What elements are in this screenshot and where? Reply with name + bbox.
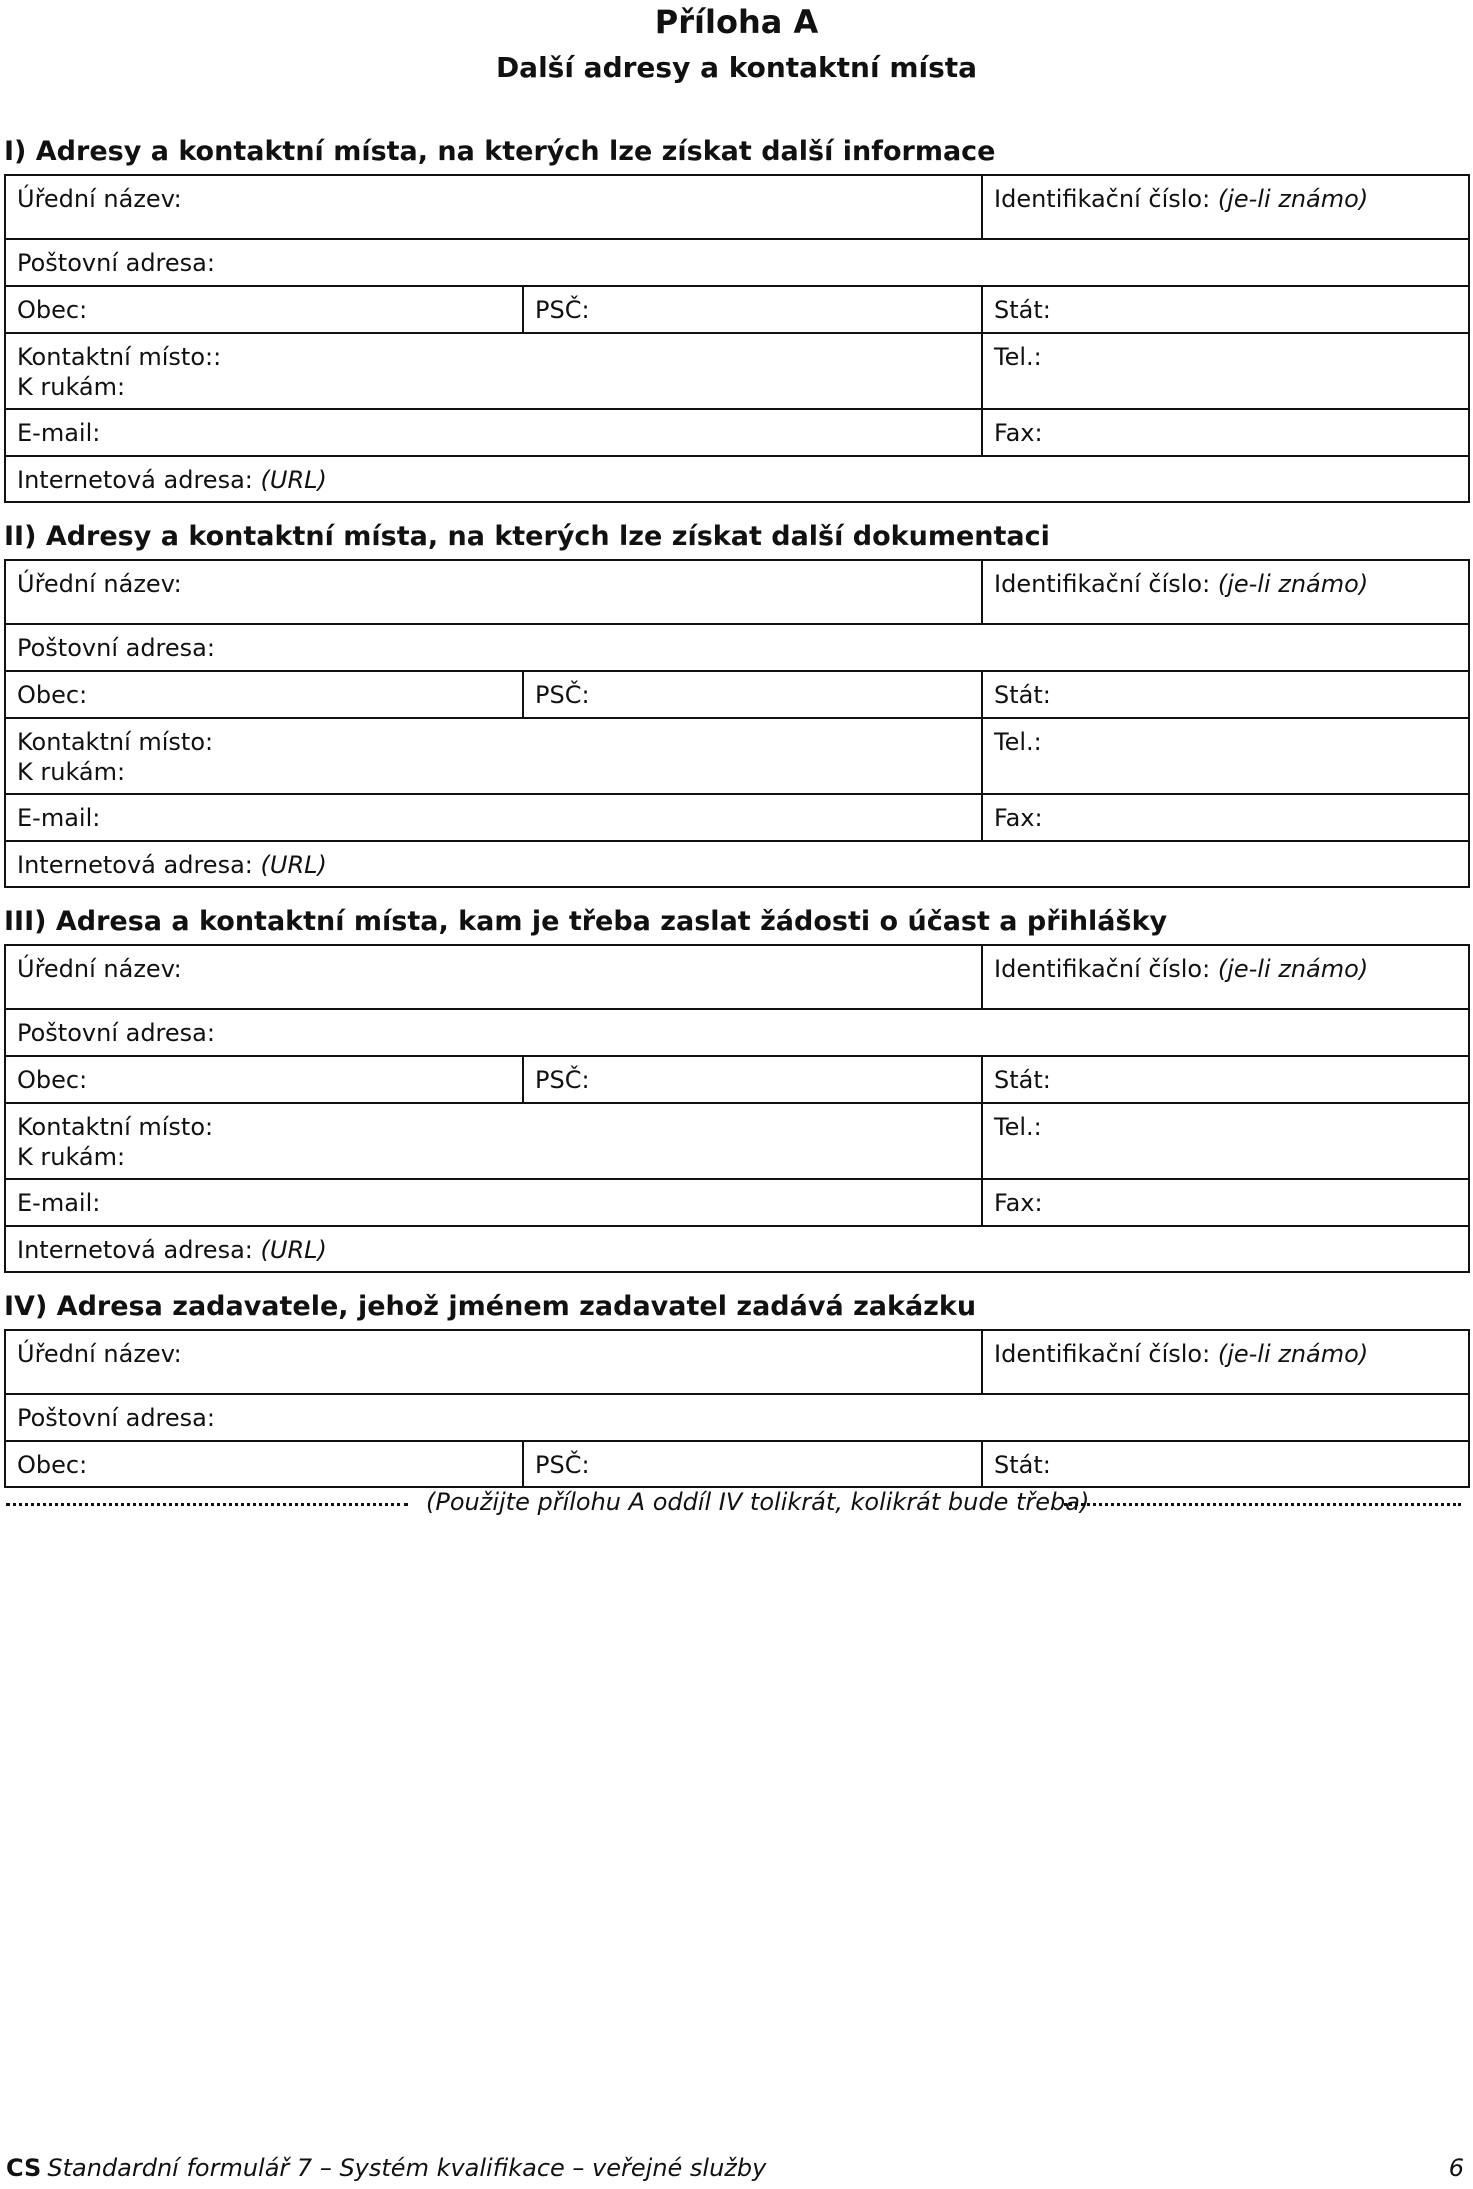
postcode-label: PSČ: xyxy=(535,296,590,324)
town-field[interactable] xyxy=(6,1442,522,1486)
contact-label: Kontaktní místo: xyxy=(17,728,214,756)
email-field[interactable] xyxy=(6,795,981,840)
footer-lang: CS xyxy=(6,2154,42,2182)
internet-field[interactable] xyxy=(6,457,1468,501)
official-name-label: Úřední název: xyxy=(17,570,182,598)
postal-address-field[interactable] xyxy=(6,1395,1468,1440)
url-hint: (URL) xyxy=(260,851,327,879)
fax-label: Fax: xyxy=(994,804,1043,832)
id-number-label: Identifikační číslo: xyxy=(994,185,1211,213)
contact-label: Kontaktní místo:: xyxy=(17,343,222,371)
internet-label: Internetová adresa: xyxy=(17,466,253,494)
id-hint: (je-li známo) xyxy=(1217,955,1369,983)
postal-address-label: Poštovní adresa: xyxy=(17,634,215,662)
town-label: Obec: xyxy=(17,1451,88,1479)
postcode-label: PSČ: xyxy=(535,681,590,709)
section-2-form xyxy=(4,559,1470,888)
postal-address-field[interactable] xyxy=(6,1010,1468,1055)
fax-field[interactable] xyxy=(981,795,1468,840)
page-title: Příloha A xyxy=(654,3,819,41)
postal-address-field[interactable] xyxy=(6,240,1468,285)
contact-field[interactable] xyxy=(6,719,981,793)
id-hint: (je-li známo) xyxy=(1217,1340,1369,1368)
internet-row xyxy=(6,1225,1468,1271)
email-row xyxy=(6,408,1468,455)
section-2-heading: II) Adresy a kontaktní místa, na kterých lze získat další dokumentaci xyxy=(4,521,1050,552)
email-label: E-mail: xyxy=(17,1189,101,1217)
attention-label: K rukám: xyxy=(17,373,126,401)
fax-field[interactable] xyxy=(981,1180,1468,1225)
postal-address-row xyxy=(6,1393,1468,1440)
postcode-label: PSČ: xyxy=(535,1066,590,1094)
internet-field[interactable] xyxy=(6,1227,1468,1271)
section-1-heading: I) Adresy a kontaktní místa, na kterých lze získat další informace xyxy=(4,136,996,167)
section-3-form xyxy=(4,944,1470,1273)
official-name-field[interactable] xyxy=(6,946,981,1008)
postal-address-label: Poštovní adresa: xyxy=(17,249,215,277)
postcode-field[interactable] xyxy=(522,1057,981,1102)
phone-label: Tel.: xyxy=(994,343,1042,371)
fax-field[interactable] xyxy=(981,410,1468,455)
postal-address-row xyxy=(6,238,1468,285)
contact-label: Kontaktní místo: xyxy=(17,1113,214,1141)
official-name-row xyxy=(6,946,1468,1008)
official-name-row xyxy=(6,1331,1468,1393)
phone-field[interactable] xyxy=(981,719,1468,793)
official-name-row xyxy=(6,176,1468,238)
official-name-field[interactable] xyxy=(6,1331,981,1393)
postal-address-label: Poštovní adresa: xyxy=(17,1404,215,1432)
internet-label: Internetová adresa: xyxy=(17,1236,253,1264)
country-label: Stát: xyxy=(994,1066,1051,1094)
repeat-note-text: (Použijte přílohu A oddíl IV tolikrát, kolikrát bude třeba) xyxy=(426,1488,1090,1516)
postal-address-label: Poštovní adresa: xyxy=(17,1019,215,1047)
town-label: Obec: xyxy=(17,1066,88,1094)
town-row xyxy=(6,1055,1468,1102)
country-field[interactable] xyxy=(981,287,1468,332)
dotted-leader-left xyxy=(6,1503,408,1506)
id-number-label: Identifikační číslo: xyxy=(994,570,1211,598)
contact-field[interactable] xyxy=(6,1104,981,1178)
postal-address-row xyxy=(6,1008,1468,1055)
official-name-label: Úřední název: xyxy=(17,185,182,213)
internet-row xyxy=(6,455,1468,501)
country-field[interactable] xyxy=(981,672,1468,717)
url-hint: (URL) xyxy=(260,1236,327,1264)
official-name-field[interactable] xyxy=(6,176,981,238)
town-row xyxy=(6,670,1468,717)
email-label: E-mail: xyxy=(17,804,101,832)
page-number: 6 xyxy=(1448,2154,1464,2182)
id-number-label: Identifikační číslo: xyxy=(994,1340,1211,1368)
email-field[interactable] xyxy=(6,1180,981,1225)
fax-label: Fax: xyxy=(994,1189,1043,1217)
postal-address-row xyxy=(6,623,1468,670)
town-field[interactable] xyxy=(6,672,522,717)
email-row xyxy=(6,793,1468,840)
contact-row xyxy=(6,1102,1468,1178)
official-name-label: Úřední název: xyxy=(17,1340,182,1368)
id-number-field[interactable] xyxy=(981,1331,1468,1393)
postcode-field[interactable] xyxy=(522,1442,981,1486)
postcode-field[interactable] xyxy=(522,672,981,717)
contact-row xyxy=(6,332,1468,408)
country-field[interactable] xyxy=(981,1057,1468,1102)
phone-field[interactable] xyxy=(981,1104,1468,1178)
id-number-field[interactable] xyxy=(981,561,1468,623)
email-field[interactable] xyxy=(6,410,981,455)
section-4-heading: IV) Adresa zadavatele, jehož jménem zadavatel zadává zakázku xyxy=(4,1291,977,1322)
country-label: Stát: xyxy=(994,681,1051,709)
section-4-form xyxy=(4,1329,1470,1488)
id-number-field[interactable] xyxy=(981,946,1468,1008)
attention-label: K rukám: xyxy=(17,1143,126,1171)
footer-form-title: Standardní formulář 7 – Systém kvalifikace – veřejné služby xyxy=(47,2154,767,2182)
fax-label: Fax: xyxy=(994,419,1043,447)
dotted-leader-right xyxy=(1064,1503,1461,1506)
section-1-form xyxy=(4,174,1470,503)
town-label: Obec: xyxy=(17,681,88,709)
official-name-row xyxy=(6,561,1468,623)
country-label: Stát: xyxy=(994,296,1051,324)
internet-label: Internetová adresa: xyxy=(17,851,253,879)
id-hint: (je-li známo) xyxy=(1217,570,1369,598)
postal-address-field[interactable] xyxy=(6,625,1468,670)
section-3-heading: III) Adresa a kontaktní místa, kam je třeba zaslat žádosti o účast a přihlášky xyxy=(4,906,1168,937)
internet-row xyxy=(6,840,1468,886)
phone-label: Tel.: xyxy=(994,728,1042,756)
id-number-label: Identifikační číslo: xyxy=(994,955,1211,983)
contact-field[interactable] xyxy=(6,334,981,408)
town-row xyxy=(6,1440,1468,1486)
country-label: Stát: xyxy=(994,1451,1051,1479)
page-footer xyxy=(6,2153,1464,2183)
postcode-label: PSČ: xyxy=(535,1451,590,1479)
official-name-label: Úřední název: xyxy=(17,955,182,983)
town-label: Obec: xyxy=(17,296,88,324)
phone-field[interactable] xyxy=(981,334,1468,408)
id-hint: (je-li známo) xyxy=(1217,185,1369,213)
country-field[interactable] xyxy=(981,1442,1468,1486)
phone-label: Tel.: xyxy=(994,1113,1042,1141)
town-field[interactable] xyxy=(6,1057,522,1102)
official-name-field[interactable] xyxy=(6,561,981,623)
internet-field[interactable] xyxy=(6,842,1468,886)
town-field[interactable] xyxy=(6,287,522,332)
id-number-field[interactable] xyxy=(981,176,1468,238)
page-subtitle: Další adresy a kontaktní místa xyxy=(495,51,978,84)
email-label: E-mail: xyxy=(17,419,101,447)
town-row xyxy=(6,285,1468,332)
contact-row xyxy=(6,717,1468,793)
postcode-field[interactable] xyxy=(522,287,981,332)
url-hint: (URL) xyxy=(260,466,327,494)
email-row xyxy=(6,1178,1468,1225)
attention-label: K rukám: xyxy=(17,758,126,786)
